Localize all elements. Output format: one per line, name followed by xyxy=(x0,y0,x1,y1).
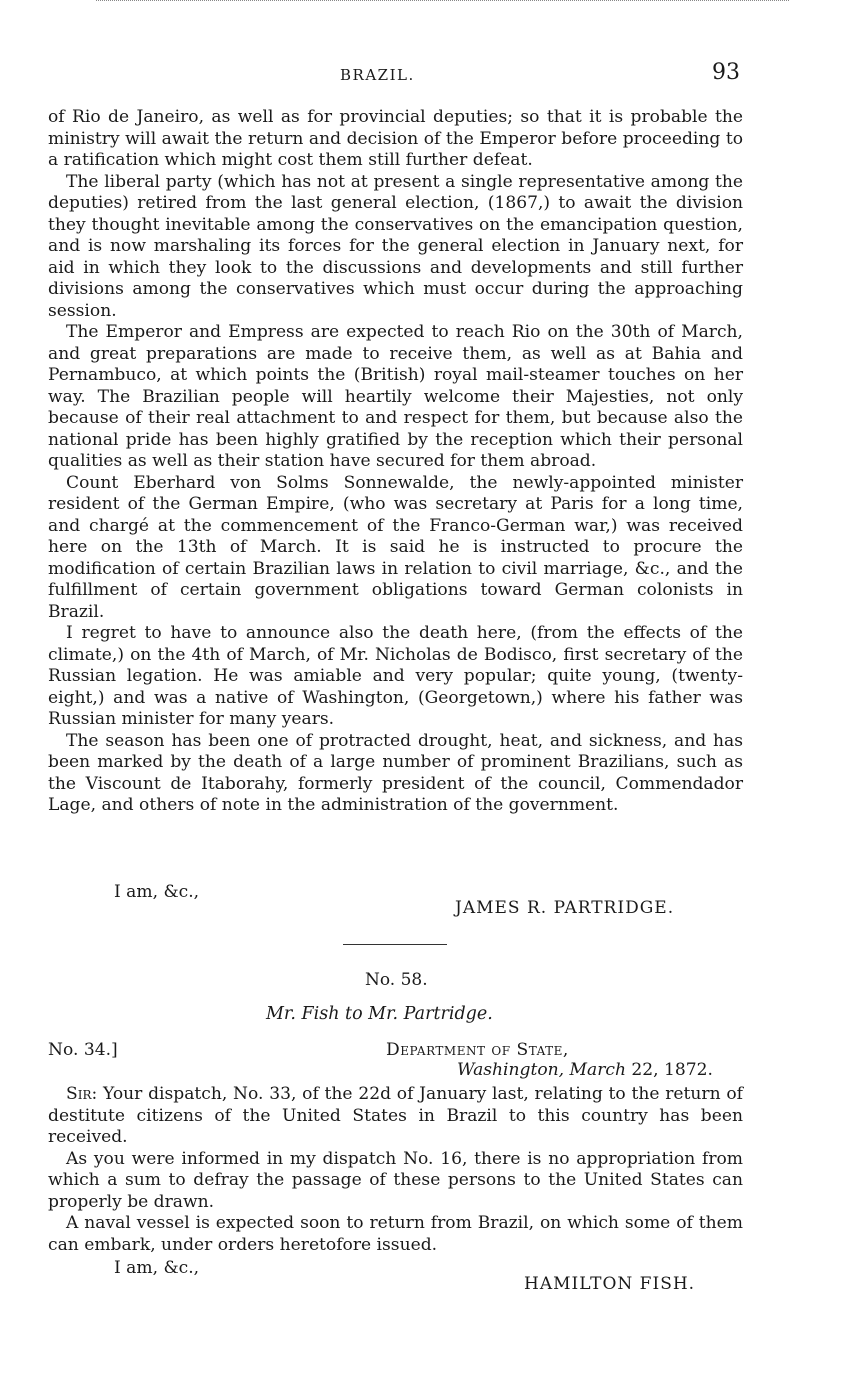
dateline xyxy=(457,1060,713,1080)
paragraph: The liberal party (which has not at present a single representative among the deputies) retired from the last general election, (1867,) to await the division they thought inevitable among the conservatives on the emancipation question, and is now marshaling its forces for the general election in January next, for aid in which they look to the discussions and developments and still further divisions among the conservatives which must occur during the approaching session. xyxy=(48,171,743,321)
paragraph: The Emperor and Empress are expected to reach Rio on the 30th of March, and great preparations are made to receive them, as well as at Bahia and Pernambuco, at which points the (British) royal mail-steamer touches on her way. The Brazilian people will heartily welcome their Majesties, not only because of their real attachment to and respect for them, but because also the national pride has been highly gratified by the reception which their personal qualities as well as their station have secured for them abroad. xyxy=(48,322,743,471)
paragraph: As you were informed in my dispatch No. 16, there is no appropriation from which a sum to defray the passage of these persons to the United States can properly be drawn. xyxy=(48,1148,743,1212)
paragraph: I regret to have to announce also the death here, (from the effects of the climate,) on the 4th of March, of Mr. Nicholas de Bodisco, first secretary of the Russian legation. He was amiable and very popular; quite young, (twenty-eight,) and was a native of Washington, (Georgetown,) where his father was Russian minister for many years. xyxy=(48,623,743,729)
document-number: No. 58. xyxy=(365,970,428,990)
letter-1-closing: I am, &c., xyxy=(114,882,200,902)
paragraph: A naval vessel is expected soon to return from Brazil, on which some of them can embark, under orders heretofore issued. xyxy=(48,1213,743,1255)
document-heading: Mr. Fish to Mr. Partridge. xyxy=(266,1004,493,1024)
paragraph xyxy=(48,1084,743,1149)
running-head: BRAZIL. xyxy=(340,66,415,84)
header-rule xyxy=(96,0,789,1)
section-divider xyxy=(343,944,447,945)
page-number: 93 xyxy=(712,60,740,85)
paragraph: of Rio de Janeiro, as well as for provincial deputies; so that it is probable the ministry will await the return and decision of the Emperor before proceeding to a ratification which might cost them still further defeat. xyxy=(48,107,743,170)
letter-2-body xyxy=(48,1084,743,1256)
dateline-date: 22, 1872. xyxy=(631,1060,713,1080)
paragraph: The season has been one of protracted drought, heat, and sickness, and has been marked by the death of a large number of prominent Brazilians, such as the Viscount de Itaborahy, formerly president of the council, Commendador Lage, and others of note in the administration of the government. xyxy=(48,730,743,815)
letter-2-signature: HAMILTON FISH. xyxy=(524,1274,696,1294)
letter-2-closing: I am, &c., xyxy=(114,1258,200,1278)
dateline-month: March xyxy=(569,1060,626,1080)
paragraph: Count Eberhard von Solms Sonnewalde, the newly-appointed minister resident of the German Empire, (who was secretary at Paris for a long time, and chargé at the commencement of the Franco-German war,) was received here on the 13th of March. It is said he is instructed to procure the modification of certain Brazilian laws in relation to civil marriage, &c., and the fulfillment of certain government obligations toward German colonists in Brazil. xyxy=(48,472,743,622)
letter-1-body xyxy=(48,107,743,817)
letter-1-signature: JAMES R. PARTRIDGE. xyxy=(455,898,675,918)
department-line: Department of State, xyxy=(386,1040,569,1060)
salutation: Sir: xyxy=(66,1084,98,1104)
dateline-place: Washington, xyxy=(457,1060,565,1080)
paragraph-text: Your dispatch, No. 33, of the 22d of January last, relating to the return of destitute citizens of the United States in Brazil to this country has been received. xyxy=(48,1084,743,1147)
reference-number: No. 34.] xyxy=(48,1040,118,1060)
